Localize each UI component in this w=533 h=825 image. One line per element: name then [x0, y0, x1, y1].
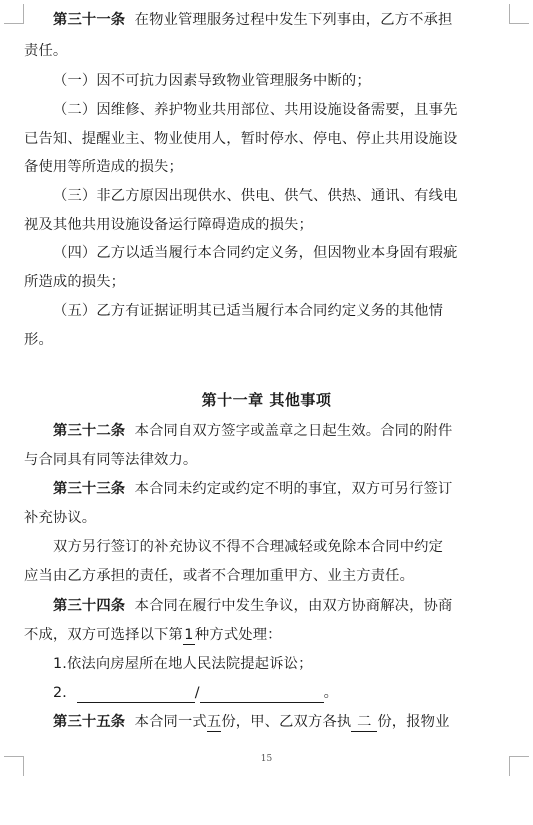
article-34-option-2: [53, 681, 514, 705]
article-32-text: 本合同自双方签字或盖章之日起生效。合同的附件: [134, 423, 453, 439]
article-35-pre: 本合同一式: [134, 714, 207, 730]
crop-mark-top-left: [4, 4, 24, 24]
article-34-line-1: [53, 594, 514, 618]
article-31-item-4-line-2: 所造成的损失；: [24, 274, 126, 290]
article-31-item-2-line-3: 备使用等所造成的损失；: [24, 159, 183, 175]
article-32-title: 第三十二条: [53, 423, 126, 439]
article-35-title: 第三十五条: [53, 714, 126, 730]
article-32-line-1: [53, 419, 514, 443]
article-31-intro-line-2: 责任。: [24, 43, 68, 59]
article-31-item-1: （一）因不可抗力因素导致物业管理服务中断的；: [53, 73, 371, 89]
copies-total: 五: [206, 714, 222, 730]
option-2-blank-1: [77, 684, 195, 703]
option-2-blank-2: [200, 684, 324, 703]
article-34-line-2: [24, 623, 514, 647]
article-33-line-1: [53, 477, 514, 501]
article-34-line-2-post: 种方式处理：: [194, 627, 282, 643]
option-2-label: 2．: [53, 685, 77, 701]
article-33-para-2-line-2: 应当由乙方承担的责任，或者不合理加重甲方、业主方责任。: [24, 568, 415, 584]
article-34-line-2-pre: 不成，双方可选择以下第: [24, 627, 183, 643]
article-31-intro-line-1: [53, 8, 514, 32]
article-34-text: 本合同在履行中发生争议，由双方协商解决，协商: [134, 598, 453, 614]
article-31-item-3-line-1: （三）非乙方原因出现供水、供电、供气、供热、通讯、有线电: [53, 188, 458, 204]
article-35-line-1: [53, 710, 514, 734]
page-number: 15: [260, 754, 273, 764]
copies-each: 二: [351, 713, 377, 732]
chapter-11-title: 第十一章 其他事项: [201, 391, 332, 409]
article-35-mid: 份，甲、乙双方各执: [221, 714, 352, 730]
dispute-method-choice: 1: [184, 627, 194, 643]
article-35-post: 份，报物业: [377, 714, 450, 730]
article-31-item-5-line-2: 形。: [24, 332, 53, 348]
article-31-item-2-line-2: 已告知、提醒业主、物业使用人，暂时停水、停电、停止共用设施设: [24, 131, 458, 147]
article-33-line-2: 补充协议。: [24, 510, 97, 526]
article-32-line-2: 与合同具有同等法律效力。: [24, 452, 198, 468]
article-34-title: 第三十四条: [53, 598, 126, 614]
article-31-item-4-line-1: （四）乙方以适当履行本合同约定义务，但因物业本身固有瑕疵: [53, 245, 458, 261]
article-31-item-5-line-1: （五）乙方有证据证明其已适当履行本合同约定义务的其他情: [53, 303, 444, 319]
article-34-option-1: 1.依法向房屋所在地人民法院提起诉讼；: [53, 656, 313, 672]
option-2-separator: /: [194, 685, 200, 701]
article-31-title: 第三十一条: [53, 12, 126, 28]
article-33-para-2-line-1: 双方另行签订的补充协议不得不合理减轻或免除本合同中约定: [53, 539, 444, 555]
article-33-text: 本合同未约定或约定不明的事宜，双方可另行签订: [134, 481, 453, 497]
article-31-item-3-line-2: 视及其他共用设施设备运行障碍造成的损失；: [24, 217, 313, 233]
article-31-item-2-line-1: （二）因维修、养护物业共用部位、共用设施设备需要，且事先: [53, 102, 458, 118]
article-33-title: 第三十三条: [53, 481, 126, 497]
article-31-intro-text: 在物业管理服务过程中发生下列事由，乙方不承担: [134, 12, 453, 28]
option-2-end: 。: [323, 685, 339, 701]
